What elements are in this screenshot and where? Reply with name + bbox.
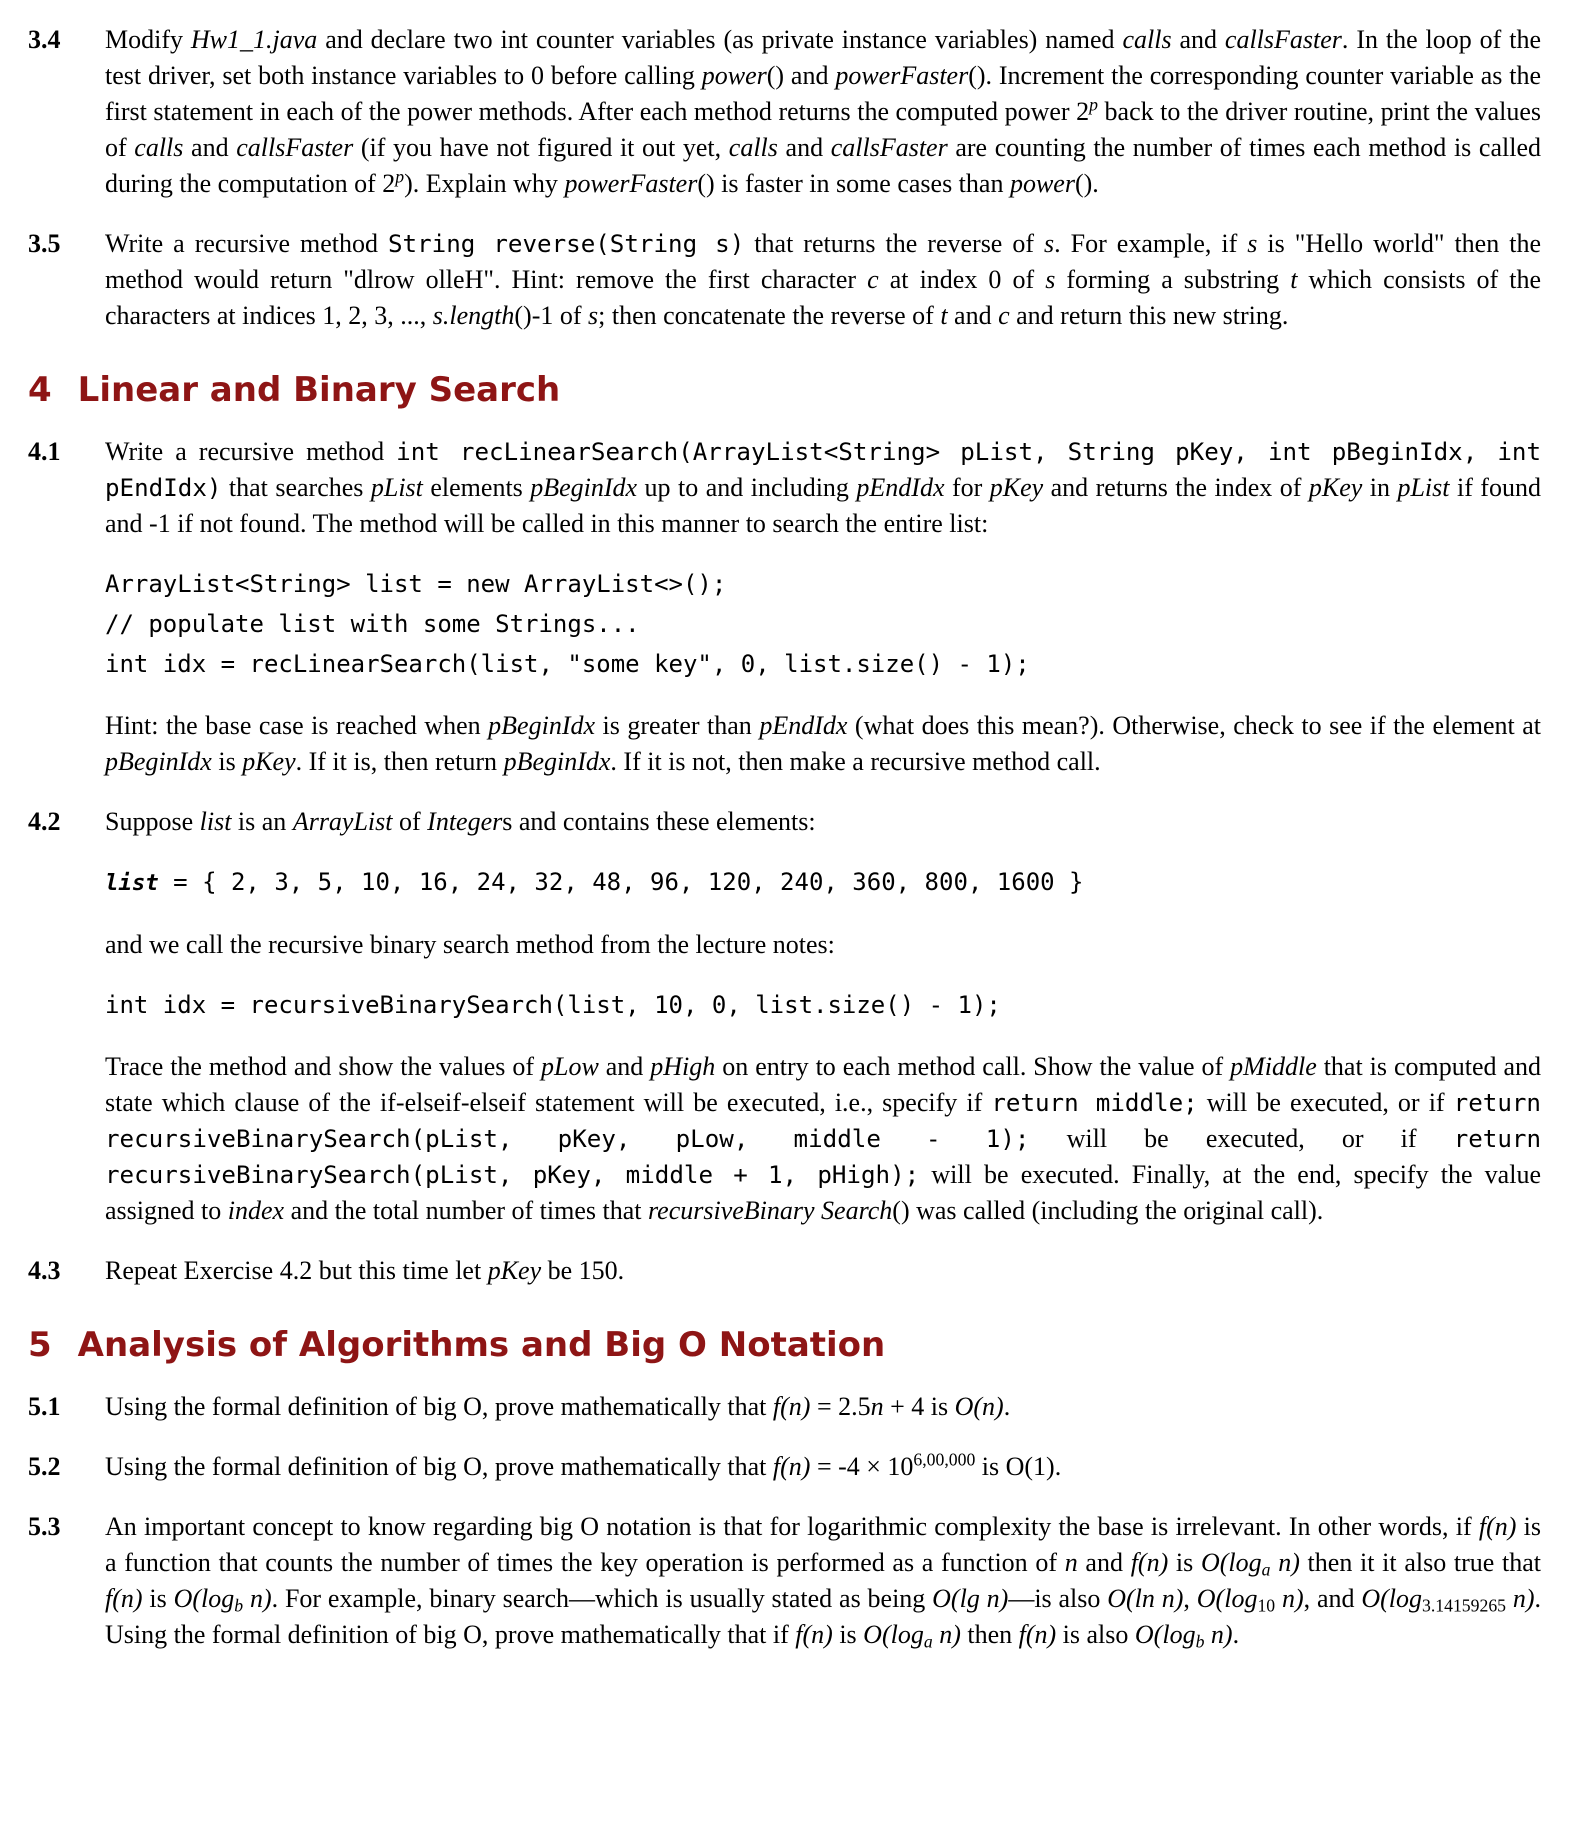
styled-text-run: pKey [989, 473, 1044, 502]
text-run: will be executed. Finally, at the end, specify the value assigned to [105, 1160, 1541, 1225]
styled-text-run: pEndIdx [759, 711, 848, 740]
styled-text-run: O(n) [954, 1392, 1004, 1421]
section-number: 4 [28, 370, 52, 410]
styled-text-run: c [867, 265, 879, 294]
styled-text-run: pKey [1308, 473, 1363, 502]
styled-text-run: powerFaster [564, 169, 698, 198]
styled-text-run: 10 [1257, 1595, 1276, 1616]
styled-text-run: a [923, 1631, 933, 1652]
styled-text-run: power [701, 61, 767, 90]
section-title: Linear and Binary Search [77, 370, 561, 410]
styled-text-run: power [1009, 169, 1075, 198]
code-line [105, 644, 1541, 684]
styled-text-run: pList [1397, 473, 1450, 502]
styled-text-run: O(ln n) [1107, 1584, 1184, 1613]
styled-text-run: t [940, 301, 948, 330]
styled-text-run: 6,00,000 [913, 1449, 976, 1470]
text-run: in [1362, 473, 1398, 502]
text-run: Write a recursive method [105, 229, 388, 258]
text-run: for [944, 473, 990, 502]
styled-text-run: n) [1506, 1584, 1535, 1613]
styled-text-run: n [870, 1392, 884, 1421]
text-run: Using the formal definition of big O, prove mathematically that [105, 1452, 773, 1481]
styled-text-run: f(n) [1130, 1548, 1169, 1577]
text-run: ; then concatenate the reverse of [598, 301, 941, 330]
styled-text-run: ArrayList [292, 807, 393, 836]
styled-text-run: Hw1_1.java [190, 25, 318, 54]
text-run: An important concept to know regarding big O notation is that for logarithmic complexity the base is irrelevant. In other words, if [105, 1512, 1479, 1541]
styled-text-run: b [1195, 1631, 1205, 1652]
styled-text-run: calls [134, 133, 184, 162]
styled-text-run: O(log [1134, 1620, 1196, 1649]
styled-text-run: callsFaster [236, 133, 354, 162]
styled-text-run: pLow [540, 1052, 599, 1081]
styled-text-run: n) [1204, 1620, 1233, 1649]
text-run: = 2.5 [810, 1392, 871, 1421]
text-run: Trace the method and show the values of [105, 1052, 541, 1081]
styled-text-run: pBeginIdx [530, 473, 638, 502]
code-block [105, 985, 1541, 1025]
text-run: that is computed and state which clause of the if-elseif-elseif statement will be executed, i.e., specify if [105, 1052, 1541, 1117]
text-run: is [1168, 1548, 1201, 1577]
text-run: . [1003, 1392, 1011, 1421]
styled-text-run: return middle; [991, 1089, 1198, 1117]
text-run: is greater than [595, 711, 760, 740]
styled-text-run: calls [1122, 25, 1172, 54]
text-run: and [183, 133, 237, 162]
styled-text-run: pMiddle [1230, 1052, 1317, 1081]
text-run: int idx = recursiveBinarySearch(list, 10, 0, list.size() - 1); [105, 991, 1001, 1019]
styled-text-run: int recLinearSearch(ArrayList<String> pList, String pKey, int pBeginIdx, int pEndIdx) [105, 438, 1541, 502]
item-text [105, 22, 1541, 202]
styled-text-run: s [1045, 265, 1056, 294]
styled-text-run: s [1247, 229, 1258, 258]
text-run: and [598, 1052, 651, 1081]
text-run: on entry to each method call. Show the value of [715, 1052, 1231, 1081]
styled-text-run: return recursiveBinarySearch(pList, pKey, middle + 1, pHigh); [105, 1125, 1542, 1189]
styled-text-run: powerFaster [835, 61, 969, 90]
text-run: forming a substring [1055, 265, 1291, 294]
text-run: . If it is not, then make a recursive method call. [610, 747, 1101, 776]
text-run: is "Hello world" then the method would return "dlrow olleH". Hint: remove the first character [105, 229, 1541, 294]
styled-text-run: calls [728, 133, 778, 162]
code-line [105, 985, 1541, 1025]
styled-text-run: n [1064, 1548, 1078, 1577]
styled-text-run: return recursiveBinarySearch(pList, pKey, pLow, middle - 1); [105, 1089, 1541, 1153]
text-run: and [777, 133, 831, 162]
item-number [28, 708, 105, 780]
item-number: 5.3 [28, 1512, 61, 1541]
item-text [105, 804, 1541, 840]
text-run: (if you have not figured it out yet, [353, 133, 729, 162]
code-block [105, 862, 1541, 903]
styled-text-run: O(log [1196, 1584, 1258, 1613]
styled-text-run: c [998, 301, 1010, 330]
text-run: . For example, if [1054, 229, 1248, 258]
text-run: will be executed, or if [1029, 1124, 1454, 1153]
styled-text-run: O(log [1361, 1584, 1423, 1613]
text-run: and [1077, 1548, 1131, 1577]
styled-text-run: n) [932, 1620, 961, 1649]
item-text [105, 1509, 1541, 1653]
styled-text-run: f(n) [772, 1392, 811, 1421]
item-number [28, 927, 105, 963]
text-run: (). Increment the corresponding counter variable as the first statement in each of the power methods. After each method returns the computed power 2 [105, 61, 1542, 126]
text-run: is an [231, 807, 293, 836]
styled-text-run: 3.14159265 [1422, 1595, 1506, 1616]
text-run: is also [1056, 1620, 1135, 1649]
text-run: and the total number of times that [284, 1196, 648, 1225]
styled-text-run: pBeginIdx [503, 747, 611, 776]
item-number [28, 1049, 105, 1229]
item-number: 4.3 [28, 1256, 61, 1285]
code-line [105, 564, 1541, 604]
text-run: is [211, 747, 243, 776]
styled-text-run: f(n) [1478, 1512, 1517, 1541]
code-block [105, 564, 1541, 684]
text-run: . In the loop of the test driver, set both instance variables to 0 before calling [105, 25, 1542, 90]
styled-text-run: p [395, 166, 405, 187]
text-run: = { 2, 3, 5, 10, 16, 24, 32, 48, 96, 120, 240, 360, 800, 1600 } [158, 868, 1084, 896]
code-line [105, 604, 1541, 644]
exercise-item [28, 1449, 1541, 1485]
text-run: that searches [221, 473, 371, 502]
styled-text-run: f(n) [105, 1584, 143, 1613]
styled-text-run: pEndIdx [856, 473, 945, 502]
text-run: Using the formal definition of big O, prove mathematically that [105, 1392, 773, 1421]
exercise-item [28, 1253, 1541, 1289]
text-run: at index 0 of [878, 265, 1046, 294]
text-run: () was called (including the original call). [892, 1196, 1324, 1225]
item-number: 5.2 [28, 1452, 61, 1481]
text-run: and [1171, 25, 1225, 54]
text-run: // populate list with some Strings... [105, 610, 640, 638]
styled-text-run: p [1089, 94, 1098, 115]
styled-text-run: pBeginIdx [488, 711, 596, 740]
styled-text-run: s [588, 301, 599, 330]
text-run: which consists of the characters at indices 1, 2, 3, ..., [105, 265, 1542, 330]
exercise-item [28, 434, 1541, 542]
text-run: are counting the number of times each method is called during the computation of 2 [105, 133, 1541, 198]
styled-text-run: pKey [242, 747, 296, 776]
item-number: 5.1 [28, 1392, 61, 1421]
styled-text-run: String reverse(String s) [388, 230, 745, 258]
styled-text-run: n) [243, 1584, 272, 1613]
styled-text-run: pKey [487, 1256, 542, 1285]
text-run: back to the driver routine, print the values of [105, 97, 1541, 162]
text-run: , [1183, 1584, 1197, 1613]
text-run: will be executed, or if [1197, 1088, 1454, 1117]
styled-text-run: f(n) [772, 1452, 811, 1481]
text-run: , and [1303, 1584, 1362, 1613]
styled-text-run: Integer [427, 807, 503, 836]
text-run: . [1232, 1620, 1240, 1649]
styled-text-run: callsFaster [830, 133, 948, 162]
exercise-item [28, 226, 1541, 334]
text-run: () and [766, 61, 836, 90]
section-heading [28, 370, 1541, 410]
text-run: is O(1). [975, 1452, 1062, 1481]
text-run: Modify [105, 25, 191, 54]
styled-text-run: n) [1275, 1584, 1304, 1613]
styled-text-run: s [1044, 229, 1055, 258]
styled-text-run: n) [1270, 1548, 1300, 1577]
text-run: is [142, 1584, 174, 1613]
text-run: ArrayList<String> list = new ArrayList<>(); [105, 570, 727, 598]
text-run: up to and including [637, 473, 857, 502]
styled-text-run: f(n) [795, 1620, 833, 1649]
text-run: and declare two int counter variables (as private instance variables) named [317, 25, 1123, 54]
styled-text-run: O(log [863, 1620, 924, 1649]
text-run: then [960, 1620, 1019, 1649]
text-run: s and contains these elements: [502, 807, 816, 836]
styled-text-run: O(log [173, 1584, 235, 1613]
text-run: —is also [1008, 1584, 1108, 1613]
styled-text-run: pBeginIdx [105, 747, 212, 776]
text-run: of [392, 807, 428, 836]
styled-text-run: list [105, 870, 159, 896]
text-run: and we call the recursive binary search method from the lecture notes: [105, 930, 835, 959]
styled-text-run: index [227, 1196, 285, 1225]
text-run: Suppose [105, 807, 200, 836]
styled-text-run: s.length [432, 301, 515, 330]
item-text [105, 1449, 1541, 1485]
paragraph [28, 1049, 1541, 1229]
exercise-item [28, 22, 1541, 202]
item-number: 4.1 [28, 437, 61, 466]
text-run: ()-1 of [514, 301, 589, 330]
styled-text-run: pHigh [650, 1052, 716, 1081]
styled-text-run: recursiveBinary Search [648, 1196, 893, 1225]
text-run: then it it also true that [1299, 1548, 1542, 1577]
item-text [105, 1253, 1541, 1289]
text-run: Repeat Exercise 4.2 but this time let [105, 1256, 488, 1285]
item-number: 4.2 [28, 807, 61, 836]
styled-text-run: f(n) [1018, 1620, 1057, 1649]
text-run: () is faster in some cases than [697, 169, 1010, 198]
item-number: 3.5 [28, 229, 61, 258]
text-run: elements [422, 473, 531, 502]
text-run: Hint: the base case is reached when [105, 711, 489, 740]
item-text [105, 226, 1541, 334]
text-run: int idx = recLinearSearch(list, "some key", 0, list.size() - 1); [105, 650, 1030, 678]
item-text [105, 1389, 1541, 1425]
paragraph [28, 927, 1541, 963]
text-run: be 150. [541, 1256, 625, 1285]
text-run: . Using the formal definition of big O, prove mathematically that if [105, 1584, 1542, 1649]
styled-text-run: b [234, 1595, 244, 1616]
exercise-item [28, 804, 1541, 840]
styled-text-run: t [1290, 265, 1298, 294]
item-text [105, 1049, 1541, 1229]
exercise-item [28, 1389, 1541, 1425]
text-run: and [947, 301, 999, 330]
item-number: 3.4 [28, 25, 61, 54]
styled-text-run: O(lg n) [932, 1584, 1009, 1613]
text-run: . If it is, then return [295, 747, 504, 776]
section-number: 5 [28, 1325, 52, 1365]
section-heading [28, 1325, 1541, 1365]
styled-text-run: list [199, 807, 232, 836]
text-run: = -4 × 10 [810, 1452, 914, 1481]
text-run: and return this new string. [1009, 301, 1289, 330]
text-run: is a function that counts the number of times the key operation is performed as a function of [105, 1512, 1541, 1577]
text-run: + 4 is [883, 1392, 955, 1421]
section-title: Analysis of Algorithms and Big O Notation [77, 1325, 886, 1365]
text-run: (). [1074, 169, 1099, 198]
text-run: ). Explain why [404, 169, 565, 198]
item-text [105, 434, 1541, 542]
paragraph [28, 708, 1541, 780]
text-run: if found and -1 if not found. The method will be called in this manner to search the entire list: [105, 473, 1541, 538]
styled-text-run: pList [370, 473, 423, 502]
item-text [105, 708, 1541, 780]
styled-text-run: a [1261, 1559, 1271, 1580]
exercise-item [28, 1509, 1541, 1653]
text-run: Write a recursive method [105, 437, 397, 466]
text-run: (what does this mean?). Otherwise, check to see if the element at [847, 711, 1542, 740]
text-run: is [832, 1620, 864, 1649]
code-line [105, 862, 1541, 903]
item-text [105, 927, 1541, 963]
text-run: and returns the index of [1043, 473, 1309, 502]
styled-text-run: O(log [1200, 1548, 1262, 1577]
text-run: . For example, binary search—which is usually stated as being [271, 1584, 933, 1613]
styled-text-run: callsFaster [1224, 25, 1342, 54]
text-run: that returns the reverse of [744, 229, 1045, 258]
